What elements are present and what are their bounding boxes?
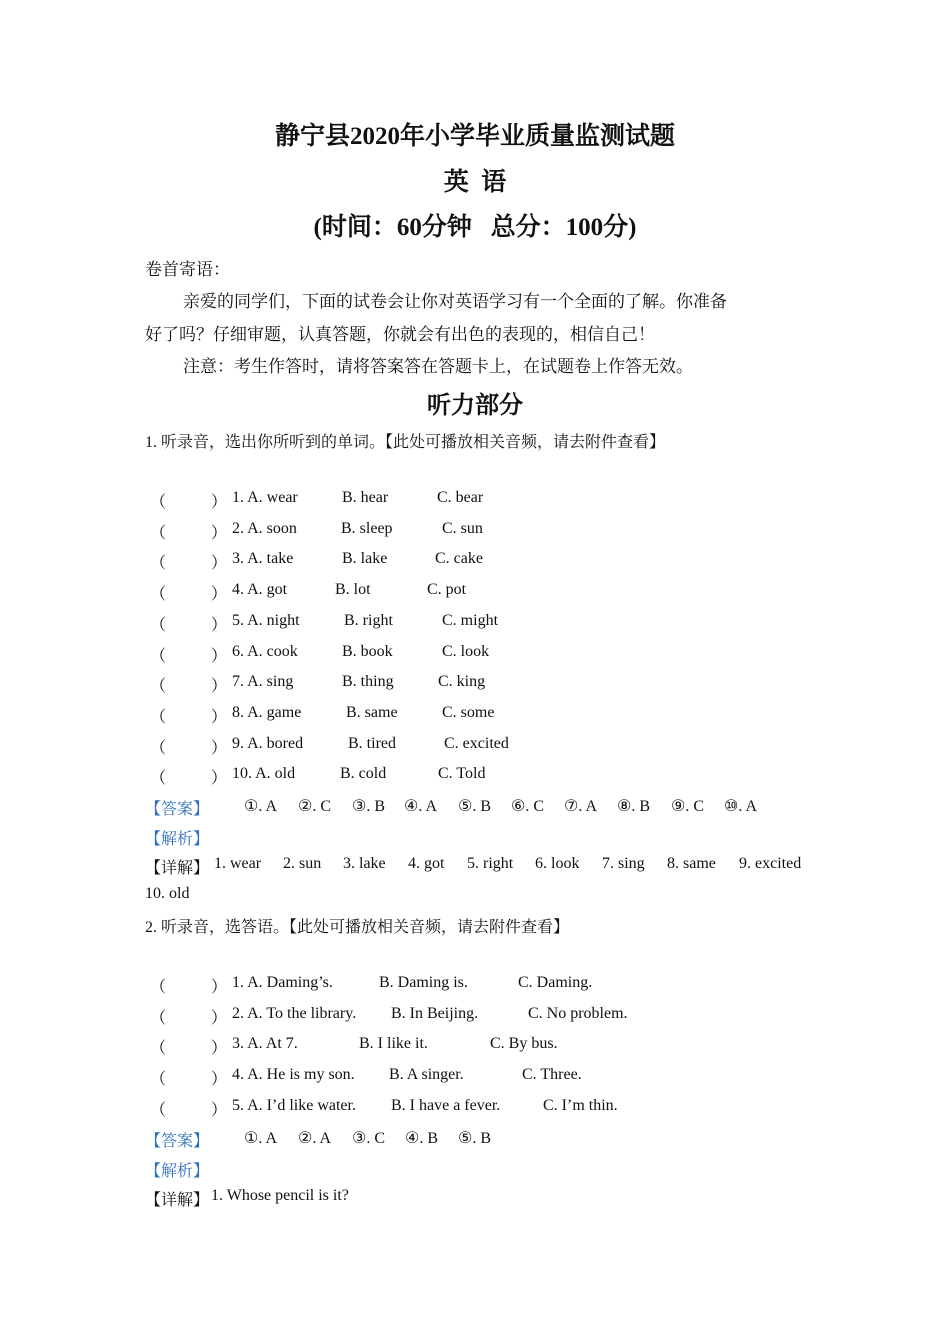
answer-blank-close: ） [211, 1102, 228, 1119]
detail-item: 1. Whose pencil is it? [211, 1187, 349, 1204]
answer-blank-open: （ [150, 555, 167, 572]
option-c: C. sun [442, 520, 483, 537]
q2-row-4 [145, 1066, 825, 1090]
option-b: B. lake [342, 550, 388, 567]
answer-blank-open: （ [150, 1071, 167, 1088]
analysis-label: 【解析】 [145, 831, 210, 848]
answer-item: ③. C [352, 1130, 386, 1147]
option-a: 4. A. got [232, 581, 288, 598]
detail-item: 2. sun [283, 855, 322, 872]
answer-item: ⑤. B [458, 1130, 492, 1147]
answer-item: ⑧. B [617, 798, 651, 815]
option-b: B. hear [342, 489, 389, 506]
answer-blank-open: （ [150, 740, 167, 757]
option-b: B. I like it. [359, 1035, 428, 1052]
answer-item: ①. A [244, 1130, 278, 1147]
answer-blank-open: （ [150, 1040, 167, 1057]
attention-note: 注意：考生作答时，请将答案答在答题卡上，在试题卷上作答无效。 [183, 357, 693, 376]
q1-row-1 [145, 489, 825, 513]
option-b: B. cold [340, 765, 387, 782]
answer-blank-open: （ [150, 617, 167, 634]
q1-row-6 [145, 643, 825, 667]
answer-item: ③. B [352, 798, 386, 815]
answer-blank-close: ） [211, 555, 228, 572]
option-a: 1. A. wear [232, 489, 298, 506]
analysis-label: 【解析】 [145, 1163, 210, 1180]
q1-row-10 [145, 765, 825, 789]
time-info: (时间：60分钟 总分：100分) [313, 214, 637, 241]
option-c: C. might [442, 612, 499, 629]
option-c: C. No problem. [528, 1005, 628, 1022]
q2-row-5 [145, 1097, 825, 1121]
detail-label: 【详解】 [145, 860, 210, 877]
listening-section-title: 听力部分 [427, 393, 523, 419]
detail-item: 6. look [535, 855, 580, 872]
option-a: 5. A. I’d like water. [232, 1097, 356, 1114]
option-b: B. lot [335, 581, 371, 598]
option-b: B. Daming is. [379, 974, 468, 991]
q1-row-2 [145, 520, 825, 544]
answer-blank-close: ） [211, 1010, 228, 1027]
preface-line-2: 好了吗？仔细审题，认真答题，你就会有出色的表现的，相信自己！ [145, 325, 655, 344]
subject-title: 英 语 [443, 169, 507, 196]
detail-item: 3. lake [343, 855, 386, 872]
option-b: B. book [342, 643, 393, 660]
option-a: 3. A. At 7. [232, 1035, 298, 1052]
answer-label: 【答案】 [145, 801, 210, 818]
answer-item: ⑤. B [458, 798, 492, 815]
q1-detail-line [145, 855, 825, 879]
answer-blank-close: ） [211, 494, 228, 511]
q1-row-5 [145, 612, 825, 636]
answer-item: ②. A [298, 1130, 332, 1147]
question-2-prompt: 2. 听录音，选答语。【此处可播放相关音频，请去附件查看】 [145, 919, 570, 936]
answer-blank-close: ） [211, 648, 228, 665]
answer-blank-close: ） [211, 709, 228, 726]
q2-detail-line [145, 1187, 825, 1211]
answer-blank-close: ） [211, 617, 228, 634]
answer-blank-close: ） [211, 1040, 228, 1057]
answer-blank-close: ） [211, 770, 228, 787]
q2-answer-line [145, 1128, 825, 1152]
q1-row-3 [145, 550, 825, 574]
option-a: 5. A. night [232, 612, 300, 629]
option-b: B. sleep [341, 520, 393, 537]
option-b: B. tired [348, 735, 396, 752]
q2-row-2 [145, 1005, 825, 1029]
answer-label: 【答案】 [145, 1133, 210, 1150]
option-b: B. right [344, 612, 393, 629]
answer-blank-open: （ [150, 1102, 167, 1119]
detail-item: 9. excited [739, 855, 802, 872]
preface-heading: 卷首寄语： [145, 260, 230, 279]
answer-item: ①. A [244, 798, 278, 815]
q1-row-4 [145, 581, 825, 605]
option-a: 7. A. sing [232, 673, 294, 690]
answer-blank-open: （ [150, 586, 167, 603]
option-c: C. I’m thin. [543, 1097, 618, 1114]
option-c: C. Daming. [518, 974, 593, 991]
answer-item: ②. C [298, 798, 332, 815]
q1-row-8 [145, 704, 825, 728]
answer-item: ④. B [405, 1130, 439, 1147]
answer-blank-close: ） [211, 979, 228, 996]
answer-blank-open: （ [150, 678, 167, 695]
detail-item: 7. sing [602, 855, 645, 872]
q1-row-7 [145, 673, 825, 697]
preface-line-1: 亲爱的同学们，下面的试卷会让你对英语学习有一个全面的了解。你准备 [183, 292, 727, 311]
answer-item: ⑩. A [724, 798, 758, 815]
detail-item: 8. same [667, 855, 716, 872]
answer-blank-open: （ [150, 494, 167, 511]
option-a: 3. A. take [232, 550, 294, 567]
answer-blank-close: ） [211, 525, 228, 542]
option-b: B. I have a fever. [391, 1097, 501, 1114]
option-a: 6. A. cook [232, 643, 298, 660]
answer-blank-open: （ [150, 648, 167, 665]
option-c: C. look [442, 643, 490, 660]
option-a: 2. A. To the library. [232, 1005, 357, 1022]
option-c: C. pot [427, 581, 467, 598]
option-a: 10. A. old [232, 765, 296, 782]
option-c: C. king [438, 673, 486, 690]
option-a: 2. A. soon [232, 520, 297, 537]
option-c: C. some [442, 704, 495, 721]
option-c: C. cake [435, 550, 483, 567]
option-b: B. In Beijing. [391, 1005, 479, 1022]
detail-item: 5. right [467, 855, 514, 872]
option-c: C. Told [438, 765, 486, 782]
q1-row-9 [145, 735, 825, 759]
option-c: C. By bus. [490, 1035, 558, 1052]
answer-blank-open: （ [150, 709, 167, 726]
option-a: 9. A. bored [232, 735, 304, 752]
q2-row-3 [145, 1035, 825, 1059]
answer-blank-close: ） [211, 586, 228, 603]
answer-blank-close: ） [211, 678, 228, 695]
q2-row-1 [145, 974, 825, 998]
q1-answer-line [145, 796, 825, 820]
answer-blank-open: （ [150, 1010, 167, 1027]
option-c: C. Three. [522, 1066, 582, 1083]
detail-continuation: 10. old [145, 885, 190, 902]
detail-label: 【详解】 [145, 1192, 210, 1209]
answer-item: ⑨. C [671, 798, 705, 815]
option-a: 1. A. Daming’s. [232, 974, 333, 991]
answer-item: ⑥. C [511, 798, 545, 815]
option-b: B. A singer. [389, 1066, 464, 1083]
option-a: 8. A. game [232, 704, 302, 721]
answer-item: ⑦. A [564, 798, 598, 815]
option-b: B. same [346, 704, 398, 721]
exam-title: 静宁县2020年小学毕业质量监测试题 [274, 123, 675, 150]
detail-item: 4. got [408, 855, 445, 872]
answer-blank-open: （ [150, 770, 167, 787]
option-a: 4. A. He is my son. [232, 1066, 355, 1083]
answer-blank-close: ） [211, 1071, 228, 1088]
option-c: C. bear [437, 489, 484, 506]
option-c: C. excited [444, 735, 509, 752]
option-b: B. thing [342, 673, 394, 690]
answer-blank-open: （ [150, 525, 167, 542]
answer-item: ④. A [404, 798, 438, 815]
detail-item: 1. wear [214, 855, 262, 872]
answer-blank-open: （ [150, 979, 167, 996]
answer-blank-close: ） [211, 740, 228, 757]
question-1-prompt: 1. 听录音，选出你所听到的单词。【此处可播放相关音频，请去附件查看】 [145, 434, 666, 451]
